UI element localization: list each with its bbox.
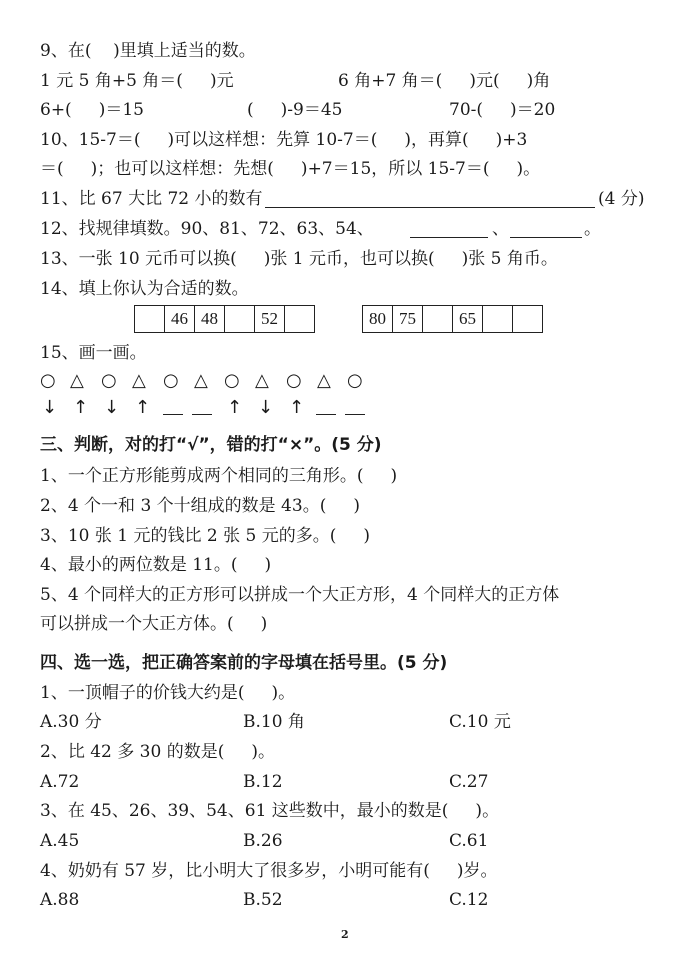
q14-cell: 75 xyxy=(392,305,423,333)
arrow-up-icon: ↑ xyxy=(289,397,305,418)
q12-blank-2 xyxy=(510,237,582,238)
circle-icon: ○ xyxy=(224,370,240,391)
q11-answer-line xyxy=(265,207,595,208)
q9-row2-a: 6+( )＝15 xyxy=(40,100,144,120)
circle-icon: ○ xyxy=(347,370,363,391)
triangle-icon: △ xyxy=(317,370,331,391)
q14-cell: 46 xyxy=(164,305,195,333)
arrow-down-icon: ↓ xyxy=(42,397,58,418)
q9-row2-c: 70-( )＝20 xyxy=(449,100,556,120)
q12-end: 。 xyxy=(584,219,601,239)
option-b: B.26 xyxy=(243,831,283,851)
section3-item-1: 1、一个正方形能剪成两个相同的三角形。( ) xyxy=(40,466,398,486)
section4-question-3: 3、在 45、26、39、54、61 这些数中，最小的数是( )。 xyxy=(40,801,500,821)
q14-title: 14、填上你认为合适的数。 xyxy=(40,279,249,299)
arrow-up-icon: ↑ xyxy=(135,397,151,418)
q13-text: 13、一张 10 元币可以换( )张 1 元币，也可以换( )张 5 角币。 xyxy=(40,249,558,269)
arrow-down-icon: ↓ xyxy=(104,397,120,418)
option-c: C.12 xyxy=(449,890,489,910)
option-a: A.88 xyxy=(40,890,80,910)
arrow-up-icon: ↑ xyxy=(73,397,89,418)
q15-blank xyxy=(163,414,183,415)
q14-number-row-2 xyxy=(363,305,543,333)
section4-heading: 四、选一选，把正确答案前的字母填在括号里。(5 分) xyxy=(40,653,448,673)
option-c: C.27 xyxy=(449,772,489,792)
section3-item-3: 3、10 张 1 元的钱比 2 张 5 元的多。( ) xyxy=(40,526,371,546)
q14-cell: 48 xyxy=(194,305,225,333)
q11-text: 11、比 67 大比 72 小的数有 xyxy=(40,189,263,209)
option-b: B.52 xyxy=(243,890,283,910)
option-a: A.72 xyxy=(40,772,80,792)
section3-item-2: 2、4 个一和 3 个十组成的数是 43。( ) xyxy=(40,496,360,516)
q10-line1: 10、15-7＝( )可以这样想：先算 10-7＝( )，再算( )+3 xyxy=(40,130,528,150)
page-number: 2 xyxy=(341,928,349,941)
option-b: B.10 角 xyxy=(243,712,305,732)
circle-icon: ○ xyxy=(286,370,302,391)
q14-cell xyxy=(224,305,255,333)
q9-row1-b: 6 角+7 角＝( )元( )角 xyxy=(338,71,551,91)
q12-blank-1 xyxy=(410,237,488,238)
section4-question-1: 1、一顶帽子的价钱大约是( )。 xyxy=(40,683,296,703)
q14-number-row-1 xyxy=(135,305,315,333)
option-c: C.61 xyxy=(449,831,489,851)
q15-title: 15、画一画。 xyxy=(40,343,147,363)
option-a: A.45 xyxy=(40,831,80,851)
q10-line2: ＝( )；也可以这样想：先想( )+7＝15，所以 15-7＝( )。 xyxy=(40,159,541,179)
triangle-icon: △ xyxy=(255,370,269,391)
triangle-icon: △ xyxy=(194,370,208,391)
q15-blank xyxy=(192,414,212,415)
option-a: A.30 分 xyxy=(40,712,102,732)
option-b: B.12 xyxy=(243,772,283,792)
circle-icon: ○ xyxy=(163,370,179,391)
section3-heading: 三、判断，对的打“√”，错的打“×”。(5 分) xyxy=(40,435,382,455)
q14-cell: 65 xyxy=(452,305,483,333)
q12-text: 12、找规律填数。90、81、72、63、54、 xyxy=(40,219,374,239)
q14-cell: 52 xyxy=(254,305,285,333)
q9-row1-a: 1 元 5 角+5 角＝( )元 xyxy=(40,71,234,91)
q14-cell xyxy=(512,305,543,333)
section3-item-4: 4、最小的两位数是 11。( ) xyxy=(40,555,272,575)
section3-item-5: 5、4 个同样大的正方形可以拼成一个大正方形，4 个同样大的正方体 xyxy=(40,585,560,605)
section4-question-4: 4、奶奶有 57 岁，比小明大了很多岁，小明可能有( )岁。 xyxy=(40,861,498,881)
q9-row2-b: ( )-9＝45 xyxy=(247,100,343,120)
q15-blank xyxy=(316,414,336,415)
q14-cell xyxy=(134,305,165,333)
q9-title: 9、在( )里填上适当的数。 xyxy=(40,41,256,61)
section4-question-2: 2、比 42 多 30 的数是( )。 xyxy=(40,742,275,762)
q14-cell: 80 xyxy=(362,305,393,333)
arrow-down-icon: ↓ xyxy=(258,397,274,418)
triangle-icon: △ xyxy=(70,370,84,391)
q14-cell xyxy=(422,305,453,333)
q11-score: (4 分) xyxy=(598,189,645,209)
triangle-icon: △ xyxy=(132,370,146,391)
q14-cell xyxy=(482,305,513,333)
arrow-up-icon: ↑ xyxy=(227,397,243,418)
q15-blank xyxy=(345,414,365,415)
option-c: C.10 元 xyxy=(449,712,511,732)
section3-item-5-cont: 可以拼成一个大正方体。( ) xyxy=(40,614,268,634)
circle-icon: ○ xyxy=(101,370,117,391)
circle-icon: ○ xyxy=(40,370,56,391)
q14-cell xyxy=(284,305,315,333)
q12-separator: 、 xyxy=(492,219,509,239)
